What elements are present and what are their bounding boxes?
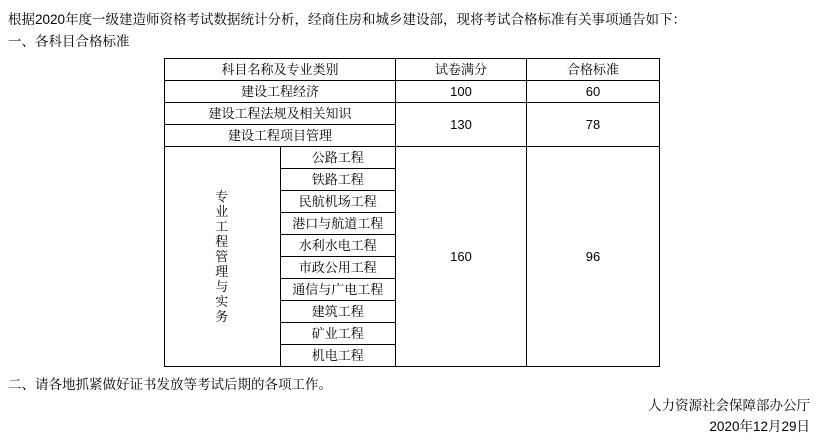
specialty-name: 通信与广电工程	[280, 279, 396, 301]
category-char: 理	[215, 264, 230, 279]
specialty-name: 矿业工程	[280, 323, 396, 345]
table-row	[165, 81, 660, 103]
category-char: 实	[215, 294, 230, 309]
subject-name: 建设工程法规及相关知识	[165, 103, 396, 125]
table-row	[165, 147, 660, 169]
issuing-authority: 人力资源社会保障部办公厅	[648, 398, 810, 413]
category-char: 与	[215, 279, 230, 294]
specialty-name: 公路工程	[280, 147, 396, 169]
category-full-score: 160	[396, 147, 527, 367]
intro-paragraph: 根据2020年度一级建造师资格考试数据统计分析，经商住房和城乡建设部，现将考试合格标准有关事项通告如下：	[8, 12, 687, 27]
specialty-name: 水利水电工程	[280, 235, 396, 257]
category-char: 专	[215, 189, 230, 204]
subject-name: 建设工程项目管理	[165, 125, 396, 147]
header-pass-score: 合格标准	[527, 59, 660, 81]
category-char: 管	[215, 249, 230, 264]
specialty-name: 民航机场工程	[280, 191, 396, 213]
category-char: 业	[215, 204, 230, 219]
category-char: 务	[215, 309, 230, 324]
section-two-paragraph: 二、请各地抓紧做好证书发放等考试后期的各项工作。	[8, 377, 332, 392]
category-pass-score: 96	[527, 147, 660, 367]
signature-block	[648, 395, 810, 437]
category-label-practice	[165, 147, 281, 367]
specialty-name: 机电工程	[280, 345, 396, 367]
specialty-name: 建筑工程	[280, 301, 396, 323]
table-row	[165, 103, 660, 125]
specialty-name: 铁路工程	[280, 169, 396, 191]
subject-name: 建设工程经济	[165, 81, 396, 103]
subject-pass-score: 60	[527, 81, 660, 103]
subject-full-score: 130	[396, 103, 527, 147]
table-header-row	[165, 59, 660, 81]
section-one-heading: 一、各科目合格标准	[8, 34, 130, 49]
pass-standard-table	[164, 58, 660, 367]
category-char: 工	[215, 219, 230, 234]
specialty-name: 市政公用工程	[280, 257, 396, 279]
subject-full-score: 100	[396, 81, 527, 103]
header-subject: 科目名称及专业类别	[165, 59, 396, 81]
category-char: 程	[215, 234, 230, 249]
issue-date: 2020年12月29日	[709, 419, 810, 434]
subject-pass-score: 78	[527, 103, 660, 147]
header-full-score: 试卷满分	[396, 59, 527, 81]
specialty-name: 港口与航道工程	[280, 213, 396, 235]
